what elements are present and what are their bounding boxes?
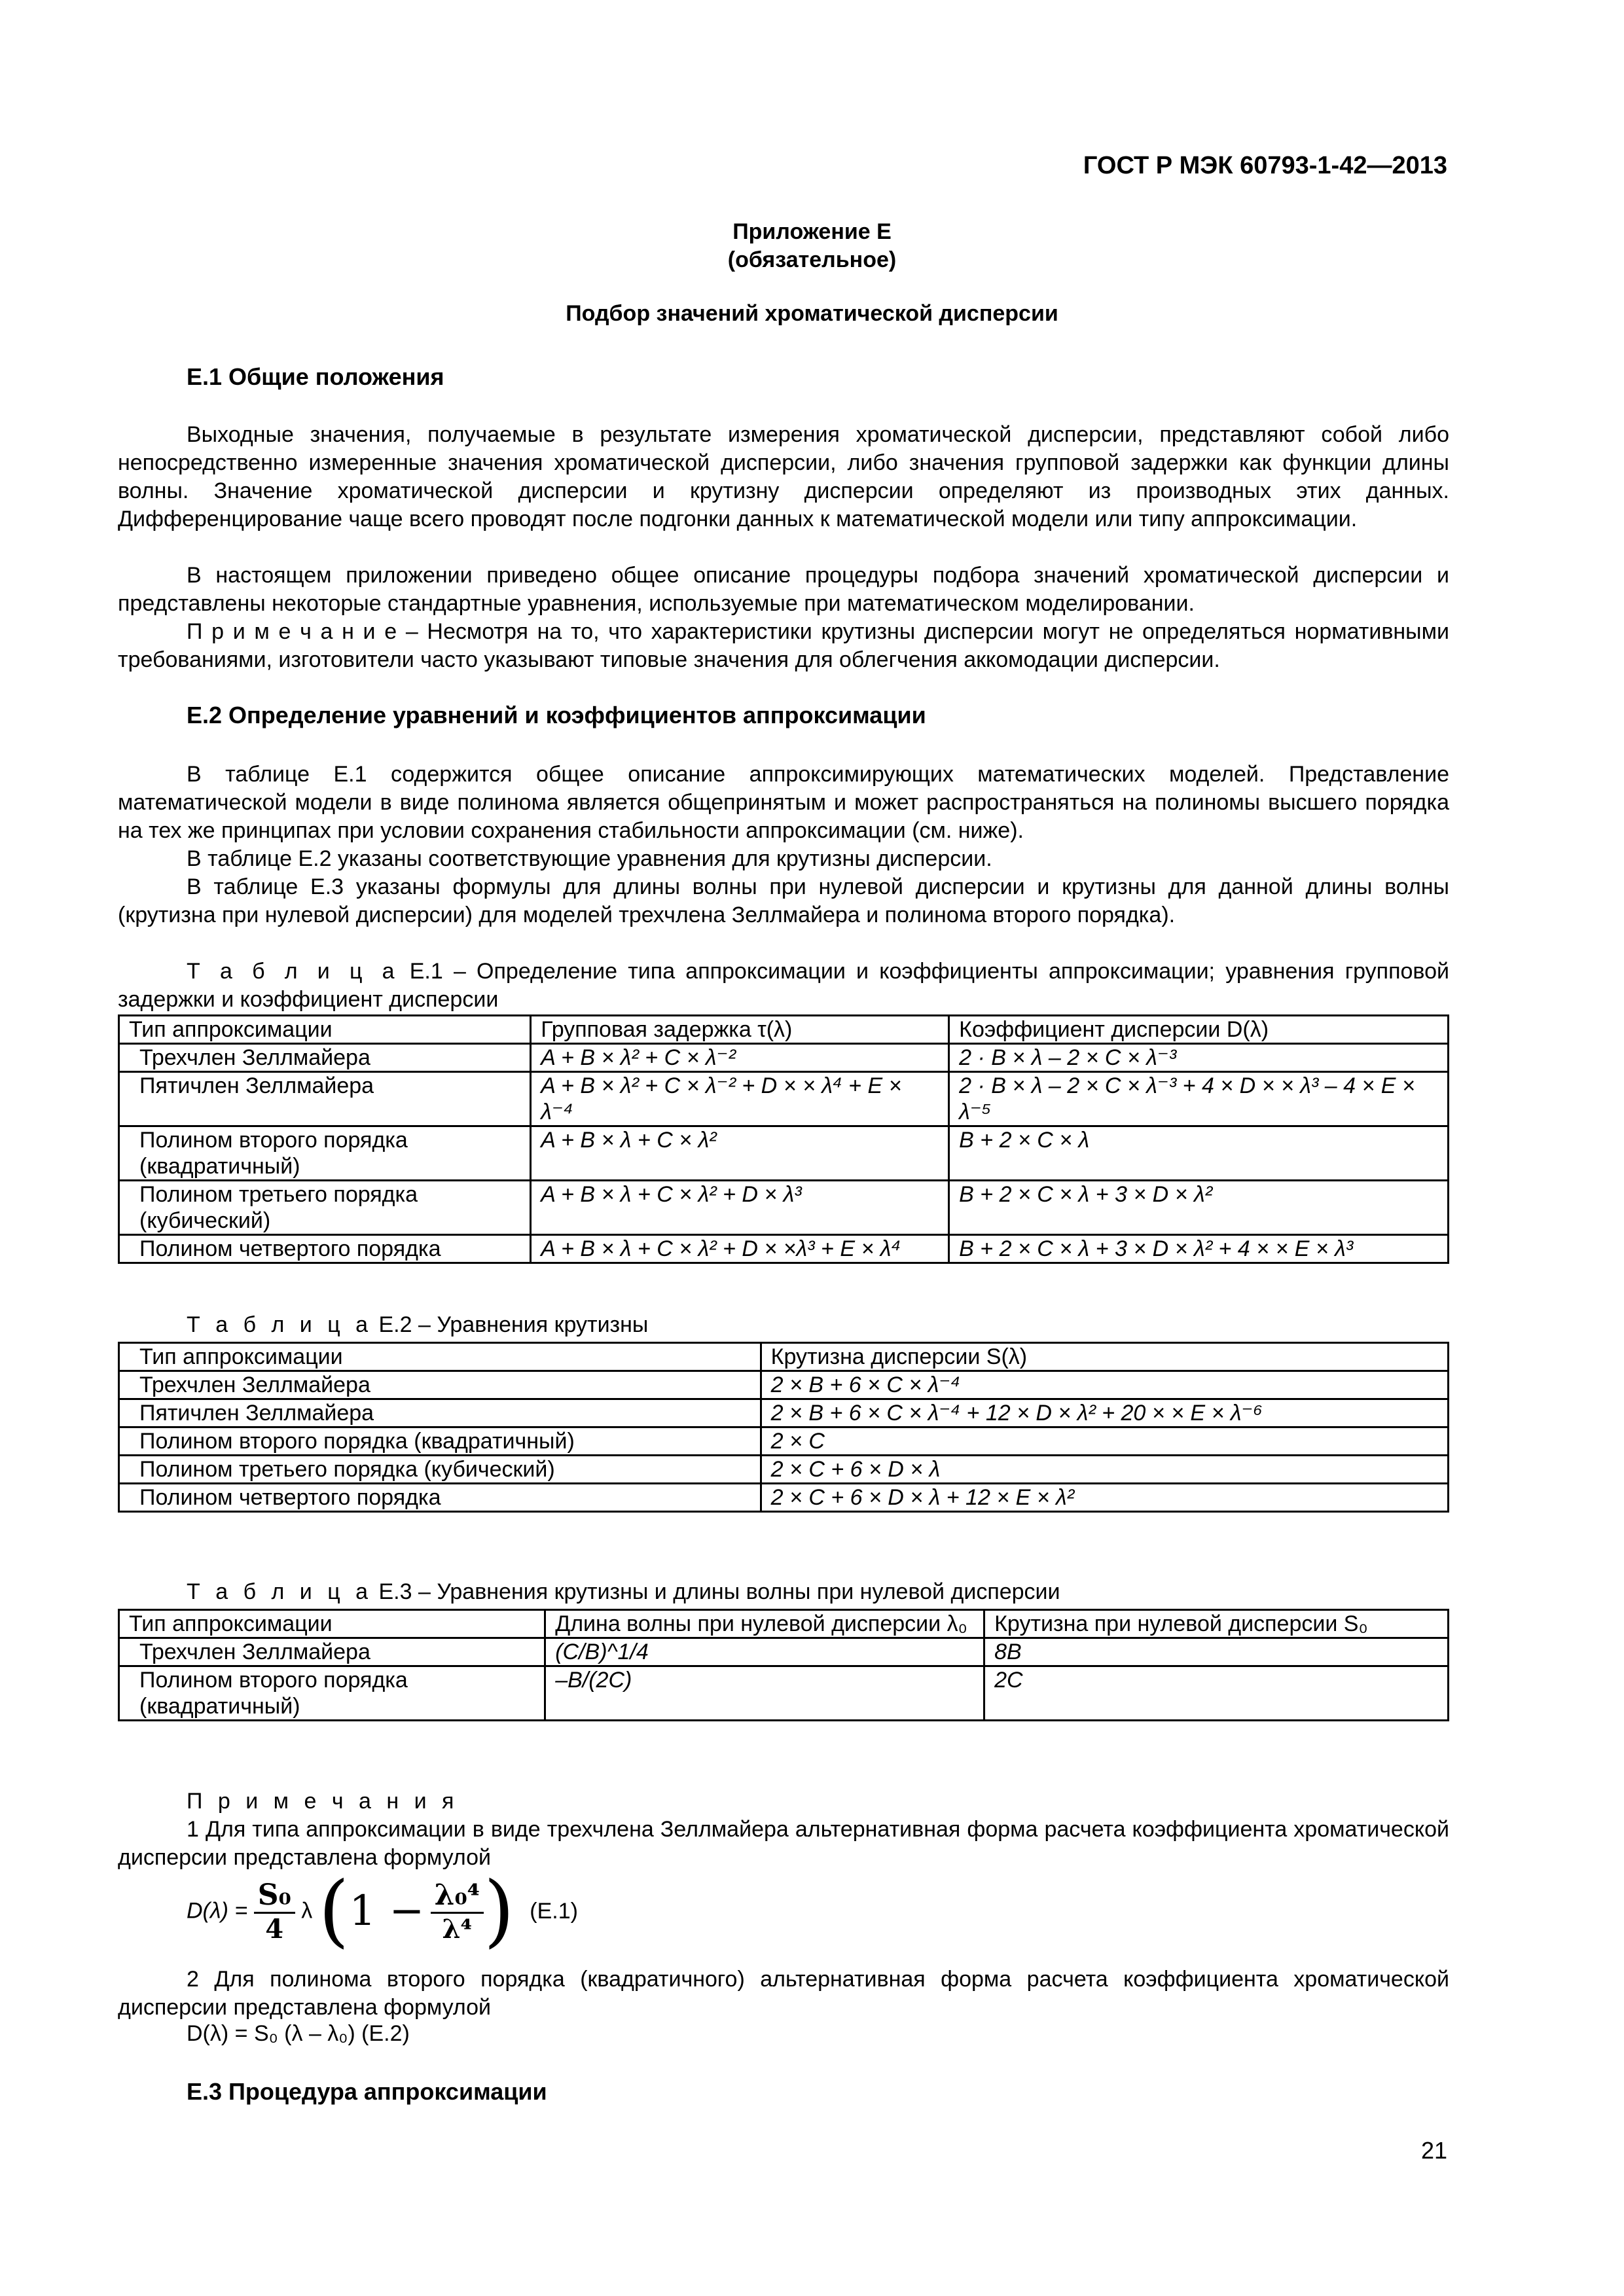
- table-row: [119, 1610, 1449, 1638]
- table-cell: Трехчлен Зеллмайера: [119, 1044, 531, 1072]
- table-cell: Полином четвертого порядка: [119, 1235, 531, 1263]
- table-cell: (C/B)^1/4: [545, 1638, 984, 1666]
- table-cell: A + B × λ² + C × λ⁻²: [531, 1044, 949, 1072]
- fraction-numerator: S₀: [254, 1878, 295, 1914]
- table-cell: Трехчлен Зеллмайера: [119, 1638, 545, 1666]
- section1-note: [118, 618, 1449, 674]
- appendix-title: Приложение Е: [732, 219, 892, 244]
- table-row: [119, 1638, 1449, 1666]
- equation-e1-lambda: λ: [301, 1898, 313, 1924]
- table-cell: A + B × λ + C × λ² + D × λ³: [531, 1181, 949, 1235]
- document-code: ГОСТ Р МЭК 60793-1-42—2013: [1083, 152, 1447, 179]
- table-header-cell: Коэффициент дисперсии D(λ): [949, 1016, 1449, 1044]
- table-cell: Трехчлен Зеллмайера: [119, 1371, 761, 1399]
- table-cell: B + 2 × C × λ + 3 × D × λ² + 4 × × E × λ³: [949, 1235, 1449, 1263]
- table-row: [119, 1666, 1449, 1721]
- table-row: [119, 1399, 1449, 1427]
- table-cell: Полином второго порядка (квадратичный): [119, 1427, 761, 1456]
- table-cell: Полином третьего порядка (кубический): [119, 1456, 761, 1484]
- table-cell: Пятичлен Зеллмайера: [119, 1399, 761, 1427]
- table-cell: A + B × λ + C × λ²: [531, 1126, 949, 1181]
- note-2-text: 2 Для полинома второго порядка (квадратичного) альтернативная форма расчета коэффициента хроматической дисперсии представлена формулой: [118, 1967, 1449, 2020]
- note-1-text: 1 Для типа аппроксимации в виде трехчлена Зеллмайера альтернативная форма расчета коэффициента хроматической дисперсии представлена формулой: [118, 1817, 1449, 1870]
- table-cell: Полином четвертого порядка: [119, 1484, 761, 1512]
- table-cell: 2 × C: [761, 1427, 1448, 1456]
- table1-caption-label: Т а б л и ц а: [187, 959, 399, 984]
- table2-caption-label: Т а б л и ц а: [187, 1312, 373, 1337]
- fraction-lambda0-over-lambda: [431, 1878, 484, 1945]
- section1-paragraph-1-text: Выходные значения, получаемые в результате измерения хроматической дисперсии, представляют собой либо непосредственно измеренные значения хроматической дисперсии, либо значения групповой задержки как функции длины волны. Значение хроматической дисперсии и крутизну дисперсии определяют из производных этих данных. Дифференцирование чаще всего проводят после подгонки данных к математической модели или типу аппроксимации.: [118, 422, 1449, 531]
- section1-paragraph-2-text: В настоящем приложении приведено общее описание процедуры подбора значений хроматической дисперсии и представлены некоторые стандартные уравнения, используемые при математическом моделировании.: [118, 563, 1449, 616]
- table3-caption-text: Е.3 – Уравнения крутизны и длины волны при нулевой дисперсии: [372, 1579, 1060, 1604]
- table-cell: Полином второго порядка (квадратичный): [119, 1126, 531, 1181]
- table-header-cell: Тип аппроксимации: [119, 1610, 545, 1638]
- table-row: [119, 1484, 1449, 1512]
- equation-e1-lhs: D(λ) =: [187, 1898, 248, 1924]
- table-cell: 2 × B + 6 × C × λ⁻⁴: [761, 1371, 1448, 1399]
- section1-paragraph-2: [118, 562, 1449, 618]
- left-paren-icon: (: [318, 1865, 350, 1956]
- section2-paragraph-3: [118, 873, 1449, 929]
- table-cell: 2 × C + 6 × D × λ: [761, 1456, 1448, 1484]
- table2-caption: [187, 1312, 648, 1338]
- table-row: [119, 1427, 1449, 1456]
- right-paren-icon: ): [484, 1865, 514, 1956]
- table-e2: [118, 1342, 1449, 1513]
- table-header-cell: Тип аппроксимации: [119, 1016, 531, 1044]
- section-heading-e3: Е.3 Процедура аппроксимации: [187, 2078, 547, 2105]
- table-cell: B + 2 × C × λ: [949, 1126, 1449, 1181]
- fraction-s0-over-4: [254, 1878, 295, 1945]
- equation-e1-one: 1 −: [349, 1887, 425, 1935]
- section1-paragraph-1: [118, 421, 1449, 533]
- note-label: П р и м е ч а н и е: [187, 619, 397, 644]
- table-cell: A + B × λ + C × λ² + D × ×λ³ + E × λ⁴: [531, 1235, 949, 1263]
- table-cell: Полином второго порядка (квадратичный): [119, 1666, 545, 1721]
- table-cell: 2C: [984, 1666, 1449, 1721]
- table2-caption-text: Е.2 – Уравнения крутизны: [372, 1312, 649, 1337]
- table3-caption: [187, 1579, 1060, 1605]
- section-heading-e2: Е.2 Определение уравнений и коэффициентов аппроксимации: [187, 702, 926, 728]
- table-cell: 2 · B × λ – 2 × C × λ⁻³: [949, 1044, 1449, 1072]
- equation-e2: D(λ) = S₀ (λ – λ₀) (Е.2): [187, 2021, 410, 2046]
- equation-e1-label: (Е.1): [530, 1898, 578, 1924]
- table-header-cell: Крутизна при нулевой дисперсии S₀: [984, 1610, 1449, 1638]
- table-cell: Пятичлен Зеллмайера: [119, 1072, 531, 1126]
- table-cell: A + B × λ² + C × λ⁻² + D × × λ⁴ + E × λ⁻⁴: [531, 1072, 949, 1126]
- fraction-denominator: 4: [265, 1913, 284, 1945]
- table-row: [119, 1016, 1449, 1044]
- table-cell: 2 · B × λ – 2 × C × λ⁻³ + 4 × D × × λ³ – 4 × E × λ⁻⁵: [949, 1072, 1449, 1126]
- appendix-subtitle: Подбор значений хроматической дисперсии: [566, 301, 1058, 326]
- table1-caption: [118, 958, 1449, 1014]
- table-e3: [118, 1609, 1449, 1721]
- section2-paragraph-1: [118, 761, 1449, 845]
- table-row: [119, 1456, 1449, 1484]
- note-1: [118, 1816, 1449, 1872]
- table-row: [119, 1044, 1449, 1072]
- page-number: 21: [1420, 2137, 1447, 2164]
- table1-caption-text: Е.1 – Определение типа аппроксимации и коэффициенты аппроксимации; уравнения групповой задержки и коэффициент дисперсии: [118, 959, 1449, 1012]
- section2-paragraph-2: [118, 845, 1449, 873]
- table3-caption-label: Т а б л и ц а: [187, 1579, 373, 1604]
- note-2: [118, 1965, 1449, 2022]
- section2-paragraph-2-text: В таблице Е.2 указаны соответствующие уравнения для крутизны дисперсии.: [187, 846, 992, 871]
- section-heading-e1: Е.1 Общие положения: [187, 363, 444, 390]
- table-cell: B + 2 × C × λ + 3 × D × λ²: [949, 1181, 1449, 1235]
- fraction-denominator: λ⁴: [442, 1913, 473, 1945]
- table-e1: [118, 1014, 1449, 1264]
- table-cell: 8B: [984, 1638, 1449, 1666]
- table-row: [119, 1181, 1449, 1235]
- table-cell: Полином третьего порядка (кубический): [119, 1181, 531, 1235]
- table-cell: 2 × B + 6 × C × λ⁻⁴ + 12 × D × λ² + 20 × × E × λ⁻⁶: [761, 1399, 1448, 1427]
- table-header-cell: Крутизна дисперсии S(λ): [761, 1343, 1448, 1371]
- fraction-numerator: λ₀⁴: [431, 1878, 484, 1914]
- equation-e1: [187, 1865, 578, 1957]
- note-text: – Несмотря на то, что характеристики крутизны дисперсии могут не определяться нормативными требованиями, изготовители часто указывают типовые значения для облегчения аккомодации дисперсии.: [118, 619, 1449, 672]
- table-cell: 2 × C + 6 × D × λ + 12 × E × λ²: [761, 1484, 1448, 1512]
- table-row: [119, 1072, 1449, 1126]
- table-row: [119, 1343, 1449, 1371]
- table-row: [119, 1126, 1449, 1181]
- appendix-status: (обязательное): [727, 247, 897, 272]
- table-header-cell: Длина волны при нулевой дисперсии λ₀: [545, 1610, 984, 1638]
- section2-paragraph-3-text: В таблице Е.3 указаны формулы для длины волны при нулевой дисперсии и крутизны для данной длины волны (крутизна при нулевой дисперсии) для моделей трехчлена Зеллмайера и полинома второго порядка).: [118, 874, 1449, 927]
- table-header-cell: Групповая задержка τ(λ): [531, 1016, 949, 1044]
- section2-paragraph-1-text: В таблице Е.1 содержится общее описание аппроксимирующих математических моделей. Представление математической модели в виде полинома является общепринятым и может распространяться на полиномы высшего порядка на тех же принципах при условии сохранения стабильности аппроксимации (см. ниже).: [118, 762, 1449, 843]
- table-row: [119, 1371, 1449, 1399]
- table-cell: –B/(2C): [545, 1666, 984, 1721]
- table-header-cell: Тип аппроксимации: [119, 1343, 761, 1371]
- notes-label: П р и м е ч а н и я: [187, 1789, 459, 1814]
- table-row: [119, 1235, 1449, 1263]
